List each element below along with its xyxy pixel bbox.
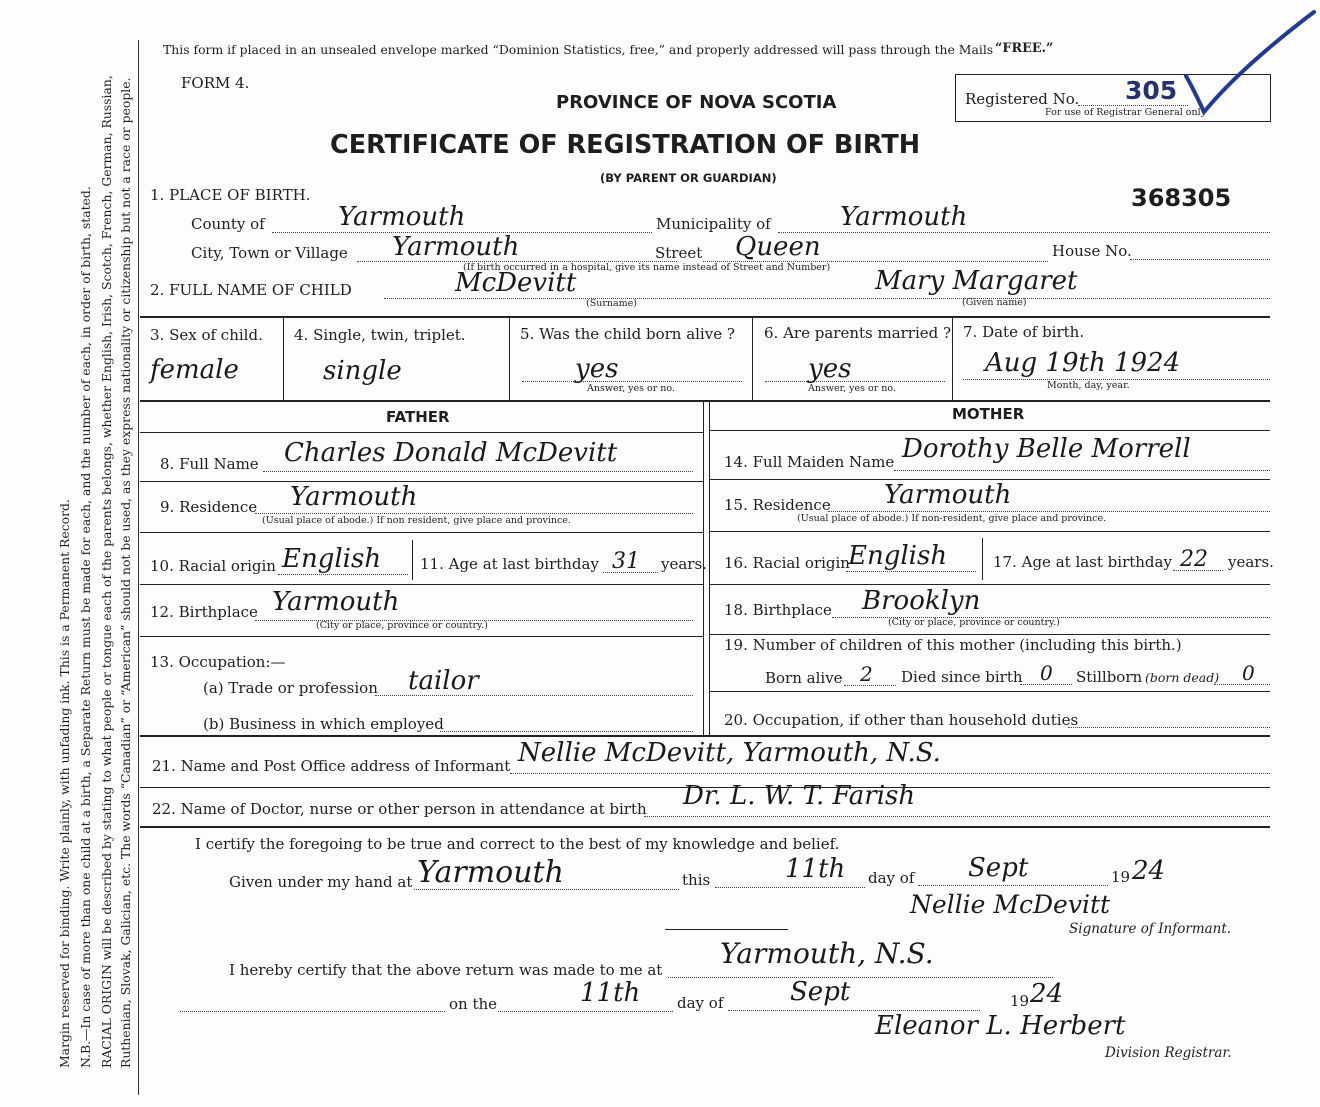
born-alive-value: 2 [860,662,873,686]
child-given-value: Mary Margaret [875,266,1078,296]
page-subtitle: (BY PARENT OR GUARDIAN) [600,171,777,185]
father-birthplace-caption: (City or place, province or country.) [316,620,488,631]
child-name-line [384,298,1270,299]
registrar-signature: Eleanor L. Herbert [875,1011,1126,1041]
mother-name-line [894,470,1270,471]
informant-line [510,773,1270,774]
mail-free: “FREE.” [995,41,1054,56]
mother-racial-line [846,571,976,572]
stillborn-note: (born dead) [1145,670,1220,685]
father-name-label: 8. Full Name [160,455,259,473]
informant-signature-caption: Signature of Informant. [1069,921,1232,937]
informant-value: Nellie McDevitt, Yarmouth, N.S. [518,738,941,768]
died-value: 0 [1040,661,1053,685]
registrar-note: For use of Registrar General only [1045,107,1207,118]
single-label: 4. Single, twin, triplet. [294,326,466,344]
father-racial-value: English [282,544,382,574]
mother-birthplace-value: Brooklyn [862,586,981,616]
alive-caption: Answer, yes or no. [587,383,676,394]
father-years: years. [661,555,707,573]
business-line [440,731,693,732]
mother-name-label: 14. Full Maiden Name [724,453,895,471]
given-label: Given under my hand at [229,873,413,891]
doctor-label: 22. Name of Doctor, nurse or other person in attendance at birth [152,800,647,818]
mother-name-value: Dorothy Belle Morrell [902,434,1191,464]
mother-age-value: 22 [1180,547,1208,572]
divider [752,316,753,400]
divider [509,316,510,400]
children-label: 19. Number of children of this mother (including this birth.) [724,636,1182,654]
married-label: 6. Are parents married ? [764,324,952,342]
father-racial-line [278,574,408,575]
this-label: this [682,871,711,889]
business-label: (b) Business in which employed [203,715,444,733]
father-occupation-label: 13. Occupation:— [150,653,286,671]
mother-years: years. [1228,553,1274,571]
trade-value: tailor [408,666,479,696]
margin-note-racial-cont: Ruthenian, Slovak, Galician, etc. The words “Canadian” or “American” should not be used, as they express nationality or citizenship but not a race or people. [118,77,133,1068]
informant-signature: Nellie McDevitt [910,890,1111,919]
married-value: yes [808,354,852,384]
married-line [765,381,945,382]
check-mark-icon [1180,8,1320,120]
dob-caption: Month, day, year. [1047,380,1130,391]
father-residence-label: 9. Residence [160,498,258,516]
given-caption: (Given name) [962,297,1027,308]
mother-racial-label: 16. Racial origin [724,554,850,572]
rule-informant [140,735,1270,737]
mother-residence-label: 15. Residence [724,496,831,514]
margin-note-racial: RACIAL ORIGIN will be described by stating to what people or tongue each of the parents belongs, whether English, Irish, Scotch, French, German, Russian, [99,75,114,1068]
given-place-value: Yarmouth [417,855,564,890]
father-age-value: 31 [612,549,640,574]
mother-birthplace-caption: (City or place, province or country.) [888,617,1060,628]
registrar-place-value: Yarmouth, N.S. [720,937,934,970]
registrar-year-value: 24 [1030,979,1064,1009]
child-name-label: 2. FULL NAME OF CHILD [150,281,352,299]
serial-number: 368305 [1131,184,1232,212]
registrar-signature-caption: Division Registrar. [1105,1045,1232,1061]
registered-line [1078,105,1188,106]
rule [709,634,1270,635]
father-residence-value: Yarmouth [290,482,418,512]
county-value: Yarmouth [338,202,466,232]
house-label: House No. [1052,242,1132,260]
rule-certify [140,826,1270,828]
rule-top-row [140,316,1270,318]
rule [709,531,1270,532]
street-label: Street [655,244,703,262]
certify-statement: I certify the foregoing to be true and correct to the best of my knowledge and belief. [195,835,840,853]
rule [709,584,1270,585]
mother-birthplace-label: 18. Birthplace [724,601,832,619]
day-value: 11th [785,854,846,884]
on-the-label: on the [449,995,498,1013]
rule [140,432,703,433]
rule [709,691,1270,692]
father-birthplace-value: Yarmouth [272,587,400,617]
father-name-value: Charles Donald McDevitt [284,438,618,468]
divider [952,316,953,400]
father-heading: FATHER [386,408,450,426]
mother-age-label: 17. Age at last birthday [993,553,1172,571]
city-value: Yarmouth [392,232,520,262]
father-age-label: 11. Age at last birthday [420,555,599,573]
single-value: single [323,356,402,386]
doctor-value: Dr. L. W. T. Farish [683,781,916,811]
rule [140,584,703,585]
alive-value: yes [575,354,619,384]
mother-heading: MOTHER [952,405,1025,423]
place-of-birth-heading: 1. PLACE OF BIRTH. [150,186,311,204]
margin-rule [138,40,139,1095]
born-alive-label: Born alive [765,669,843,687]
registrar-month-value: Sept [790,977,851,1007]
registrar-statement: I hereby certify that the above return was made to me at [229,961,663,979]
divider-right [709,400,710,735]
county-label: County of [191,215,265,233]
divider [982,538,983,580]
married-caption: Answer, yes or no. [808,383,897,394]
municipality-line [778,232,1270,233]
registrar-year-prefix: 19 [1010,992,1030,1010]
stillborn-value: 0 [1242,661,1255,685]
child-surname-value: McDevitt [455,268,577,298]
house-line [1130,259,1270,260]
surname-caption: (Surname) [586,298,637,309]
divider [283,316,284,400]
day-of-label: day of [868,869,915,887]
rule [140,481,703,482]
informant-label: 21. Name and Post Office address of Informant [152,757,511,775]
father-residence-line [255,513,693,514]
trade-label: (a) Trade or profession [203,679,378,697]
dob-label: 7. Date of birth. [963,323,1085,341]
municipality-value: Yarmouth [840,202,968,232]
mother-residence-caption: (Usual place of abode.) If non-resident, give place and province. [797,513,1107,524]
mother-occupation-line [1068,727,1270,728]
mother-occupation-label: 20. Occupation, if other than household duties [724,711,1079,729]
province-heading: PROVINCE OF NOVA SCOTIA [556,92,837,113]
rule [140,636,703,637]
alive-line [522,381,742,382]
father-birthplace-label: 12. Birthplace [150,603,258,621]
registered-label: Registered No. [965,90,1080,108]
sex-value: female [150,355,239,385]
sex-label: 3. Sex of child. [150,326,263,344]
day-line [715,887,865,888]
mother-residence-line [828,511,1270,512]
stillborn-label: Stillborn [1076,668,1143,686]
month-line [918,885,1108,886]
registrar-left-line [180,1011,445,1012]
father-racial-label: 10. Racial origin [150,557,276,575]
mother-residence-value: Yarmouth [884,480,1012,510]
registrar-place-line [668,977,1053,978]
rule-parents [140,400,1270,402]
rule [140,532,703,533]
dob-value: Aug 19th 1924 [985,348,1181,378]
margin-note-binding: Margin reserved for binding. Write plainly, with unfading ink. This is a Permanent Record. [57,499,72,1068]
year-value: 24 [1132,856,1166,886]
mail-notice: This form if placed in an unsealed envelope marked “Dominion Statistics, free,” and properly addressed will pass through the Mails [163,42,994,57]
year-prefix: 19 [1111,868,1131,886]
page-title: CERTIFICATE OF REGISTRATION OF BIRTH [330,130,921,160]
registrar-day-line [498,1011,673,1012]
separator-line [665,929,788,930]
father-name-line [263,471,693,472]
municipality-label: Municipality of [656,215,771,233]
hospital-note: (If birth occurred in a hospital, give its name instead of Street and Number) [463,262,831,273]
doctor-line [644,816,1270,817]
rule [709,430,1270,431]
registered-value: 305 [1125,76,1178,105]
registrar-day-of-label: day of [677,994,724,1012]
registrar-day-value: 11th [580,978,641,1008]
month-value: Sept [968,853,1029,883]
alive-label: 5. Was the child born alive ? [520,325,735,343]
divider [412,540,413,580]
street-value: Queen [735,232,821,262]
mother-racial-value: English [848,541,948,571]
city-label: City, Town or Village [191,244,348,262]
died-label: Died since birth [901,668,1023,686]
margin-note-nb: N.B.—In case of more than one child at a birth, a Separate Return must be made for each, and the number of each, in order of birth, stated. [78,186,93,1068]
father-residence-caption: (Usual place of abode.) If non resident, give place and province. [262,515,571,526]
form-number: FORM 4. [181,74,250,92]
